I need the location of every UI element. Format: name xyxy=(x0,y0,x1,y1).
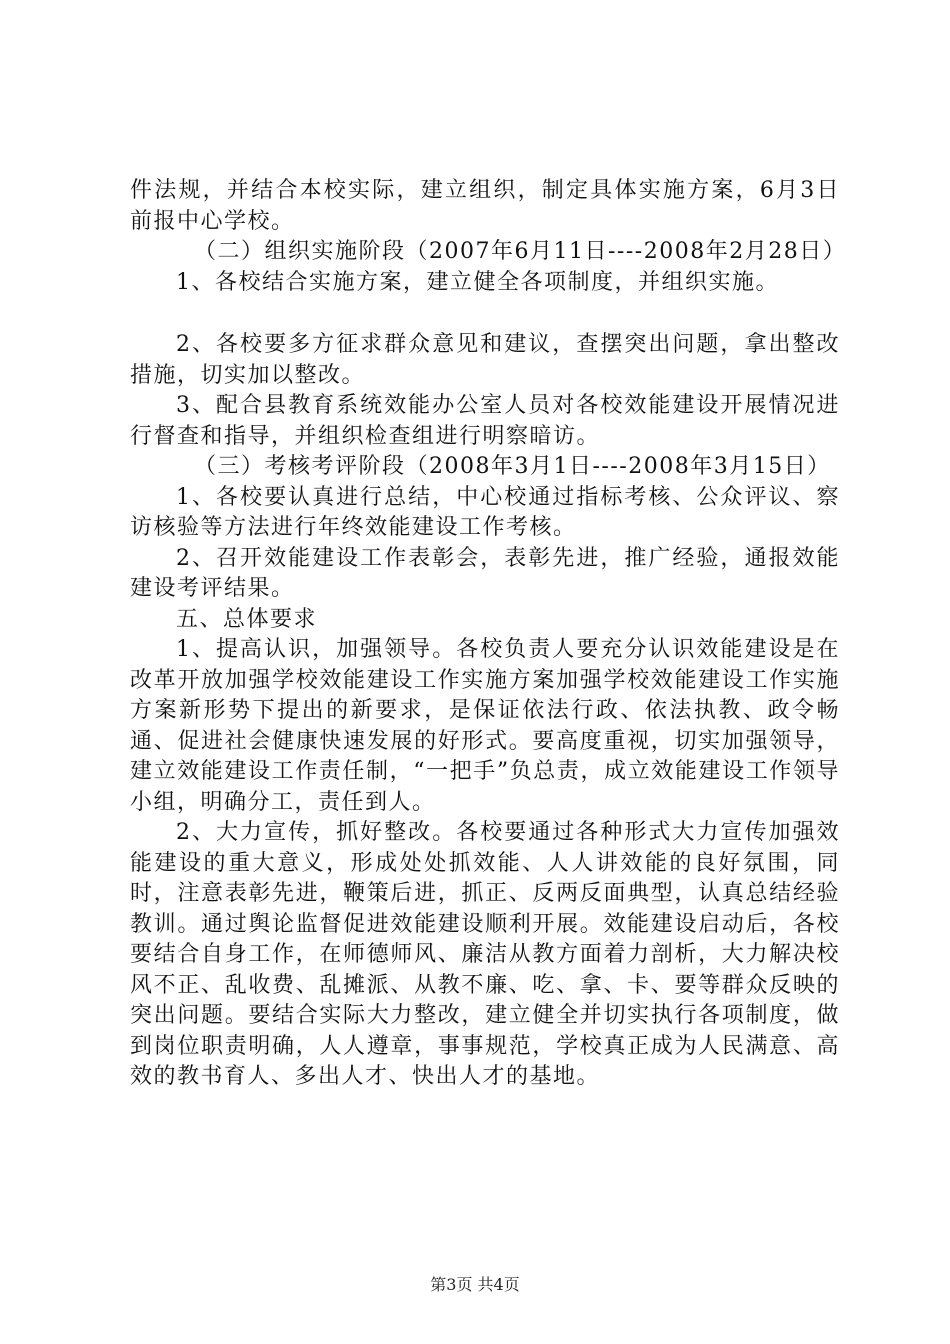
page-number-footer: 第3页 共4页 xyxy=(430,1275,520,1294)
section-heading-implementation-stage: （二）组织实施阶段（2007年6月11日----2008年2月28日） xyxy=(194,239,847,264)
paragraph-item: 3、配合县教育系统效能办公室人员对各校效能建设开展情况进行督查和指导，并组织检查组进行明察暗访。 xyxy=(130,393,840,449)
paragraph-item: 1、各校要认真进行总结，中心校通过指标考核、公众评议、察访核验等方法进行年终效能建设工作考核。 xyxy=(130,484,840,540)
paragraph-item: 1、各校结合实施方案，建立健全各项制度，并组织实施。 xyxy=(176,269,779,295)
paragraph-item: 2、大力宣传，抓好整改。各校要通过各种形式大力宣传加强效能建设的重大意义，形成处处抓效能、人人讲效能的良好氛围，同时，注意表彰先进，鞭策后进，抓正、反两反面典型，认真总结经验教训。通过舆论监督促进效能建设顺利开展。效能建设启动后，各校要结合自身工作，在师德师风、廉洁从教方面着力剖析，大力解决校风不正、乱收费、乱摊派、从教不廉、吃、拿、卡、要等群众反映的突出问题。要结合实际大力整改，建立健全并切实执行各项制度，做到岗位职责明确，人人遵章，事事规范，学校真正成为人民满意、高效的教书育人、多出人才、快出人才的基地。 xyxy=(130,820,840,1089)
paragraph-gap xyxy=(130,298,840,330)
section-heading-overall-requirements: 五、总体要求 xyxy=(176,606,318,632)
section-heading-assessment-stage: （三）考核考评阶段（2008年3月1日----2008年3月15日） xyxy=(194,454,831,479)
paragraph-item: 1、提高认识，加强领导。各校负责人要充分认识效能建设是在改革开放加强学校效能建设工作实施方案加强学校效能建设工作实施方案新形势下提出的新要求，是保证依法行政、依法执教、政令畅通、促进社会健康快速发展的好形式。要高度重视，切实加强领导，建立效能建设工作责任制，“一把手”负总责，成立效能建设工作领导小组，明确分工，责任到人。 xyxy=(130,637,840,815)
document-body xyxy=(130,176,847,1093)
paragraph-continuation: 件法规，并结合本校实际，建立组织，制定具体实施方案，6月3日前报中心学校。 xyxy=(130,178,840,234)
paragraph-item: 2、召开效能建设工作表彰会，表彰先进，推广经验，通报效能建设考评结果。 xyxy=(130,545,840,601)
paragraph-item: 2、各校要多方征求群众意见和建议，查摆突出问题，拿出整改措施，切实加以整改。 xyxy=(130,332,840,388)
